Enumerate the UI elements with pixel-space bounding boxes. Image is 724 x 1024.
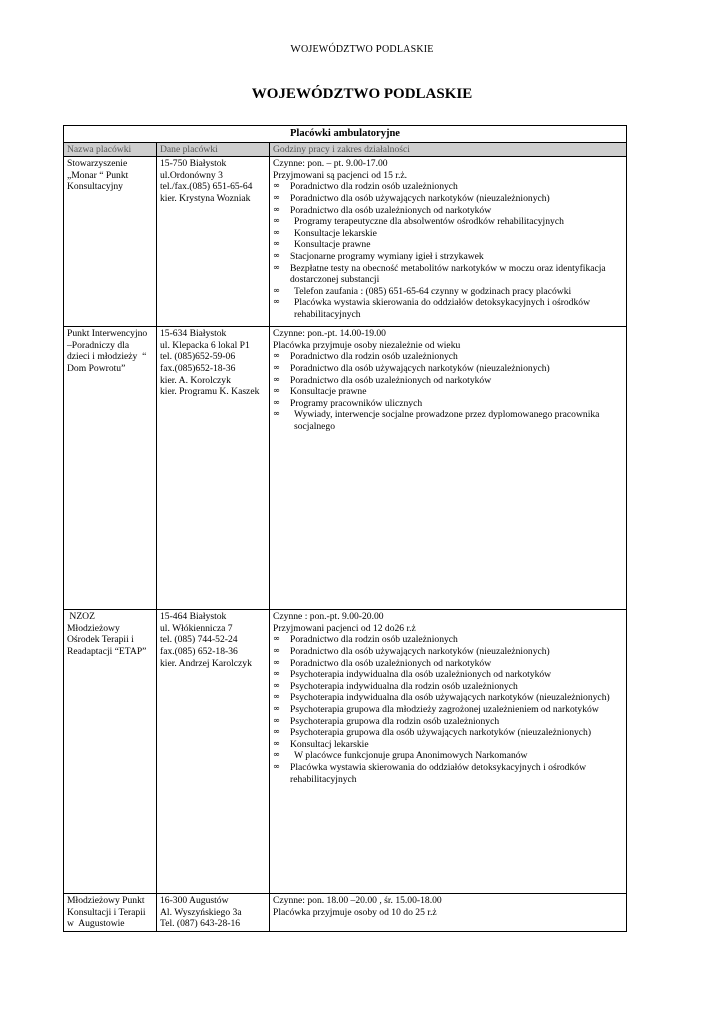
facility-details	[270, 894, 627, 932]
activity-text: Wywiady, interwencje socjalne prowadzone przez dyplomowanego pracownika socjalnego	[294, 409, 600, 432]
infinity-bullet-icon: ∞	[273, 680, 281, 691]
activity-text: Poradnictwo dla osób uzależnionych od narkotyków	[290, 657, 492, 669]
column-header-row	[64, 142, 627, 157]
activity-list-item	[273, 739, 623, 751]
activity-list-item	[273, 762, 623, 785]
facility-contact-line: ul. Włókiennicza 7	[160, 622, 233, 634]
facility-name-line: NZOZ	[67, 611, 95, 623]
facility-contact-line: kier. Andrzej Karolczyk	[160, 657, 252, 669]
infinity-bullet-icon: ∞	[273, 204, 281, 215]
section-title: Placówki ambulatoryjne	[64, 126, 627, 143]
facility-contact-line: 15-634 Białystok	[160, 328, 227, 340]
facility-hours-line: Czynne: pon. – pt. 9.00-17.00	[273, 158, 388, 170]
facility-name-line: Readaptacji “ETAP”	[67, 645, 147, 657]
facility-name	[64, 894, 157, 932]
activity-list-item	[273, 251, 623, 263]
activity-text: Poradnictwo dla osób używających narkotyków (nieuzależnionych)	[290, 192, 550, 204]
activity-text: Placówka wystawia skierowania do oddziałów detoksykacyjnych i ośrodków rehabilitacyjnych	[290, 761, 587, 785]
facility-name-line: Młodzieżowy	[67, 622, 120, 634]
activity-list-item	[273, 286, 623, 298]
infinity-bullet-icon: ∞	[273, 761, 281, 772]
facility-contact-line: fax.(085)652-18-36	[160, 362, 236, 374]
activity-list-item	[273, 750, 623, 762]
facility-hours-line: Czynne: pon.-pt. 14.00-19.00	[273, 328, 386, 340]
table-row	[64, 327, 627, 610]
column-header-contact: Dane placówki	[157, 142, 270, 157]
document-title: WOJEWÓDZTWO PODLASKIE	[251, 86, 473, 102]
activity-text: Poradnictwo dla osób używających narkotyków (nieuzależnionych)	[290, 362, 550, 374]
activity-list-item	[273, 228, 623, 240]
facility-contact-line: Al. Wyszyńskiego 3a	[160, 906, 242, 918]
activity-text: Psychoterapia grupowa dla osób używających narkotyków (nieuzależnionych)	[290, 727, 592, 739]
infinity-bullet-icon: ∞	[273, 409, 281, 420]
facility-name-line: w Augustowie	[67, 918, 125, 930]
activity-list-item	[273, 193, 623, 205]
facility-hours-line: Placówka przyjmuje osoby od 10 do 25 r.ż	[273, 906, 437, 918]
facility-name-line: –Poradniczy dla	[67, 339, 130, 351]
facility-contact	[157, 894, 270, 932]
column-header-name: Nazwa placówki	[64, 142, 157, 157]
activity-list-item	[273, 386, 623, 398]
activity-list-item	[273, 646, 623, 658]
facility-contact-line: 16-300 Augustów	[160, 895, 229, 907]
infinity-bullet-icon: ∞	[273, 397, 281, 408]
table-row	[64, 157, 627, 327]
facility-name-line: Konsultacyjny	[67, 181, 123, 193]
facility-contact-line: Tel. (087) 643-28-16	[160, 918, 241, 930]
activity-list-item	[273, 216, 623, 228]
facility-contact-line: kier. Krystyna Wozniak	[160, 192, 251, 204]
facility-contact-line: kier. A. Korolczyk	[160, 374, 231, 386]
activity-list-item	[273, 363, 623, 375]
activity-text: Psychoterapia indywidualna dla osób używających narkotyków (nieuzależnionych)	[290, 692, 610, 704]
infinity-bullet-icon: ∞	[273, 192, 281, 203]
activity-text: Psychoterapia grupowa dla młodzieży zagrożonej uzależnieniem od narkotyków	[290, 703, 599, 715]
activity-text: Konsultacje prawne	[294, 239, 371, 251]
infinity-bullet-icon: ∞	[273, 250, 281, 261]
facility-hours-line: Czynne: pon. 18.00 –20.00 , śr. 15.00-18.00	[273, 895, 442, 907]
infinity-bullet-icon: ∞	[273, 657, 281, 668]
activity-list-item	[273, 239, 623, 251]
facility-hours-line: Przyjmowani są pacjenci od 15 r.ż.	[273, 169, 408, 181]
facility-name	[64, 610, 157, 894]
activity-list-item	[273, 716, 623, 728]
facility-contact-line: tel. (085)652-59-06	[160, 351, 236, 363]
activity-text: Bezpłatne testy na obecność metabolitów narkotyków w moczu oraz identyfikacja dostarczonej substancji	[290, 262, 606, 286]
facility-name-line: „Monar “ Punkt	[67, 169, 129, 181]
infinity-bullet-icon: ∞	[273, 374, 281, 385]
activity-text: Poradnictwo dla osób uzależnionych od narkotyków	[290, 374, 492, 386]
activity-text: Poradnictwo dla osób uzależnionych od narkotyków	[290, 204, 492, 216]
activity-list-item	[273, 297, 623, 320]
infinity-bullet-icon: ∞	[273, 692, 281, 703]
table-row	[64, 894, 627, 932]
facility-contact-line: tel./fax.(085) 651-65-64	[160, 181, 253, 193]
activity-text: Telefon zaufania : (085) 651-65-64 czynny w godzinach pracy placówki	[294, 285, 572, 297]
activity-list-item	[273, 658, 623, 670]
table-row	[64, 610, 627, 894]
activity-list-item	[273, 409, 623, 432]
activity-list-item	[273, 634, 623, 646]
activity-list-item	[273, 692, 623, 704]
facility-contact-line: kier. Programu K. Kaszek	[160, 386, 260, 398]
facility-name-line: Konsultacji i Terapii	[67, 906, 146, 918]
facility-contact	[157, 327, 270, 610]
activity-list-item	[273, 351, 623, 363]
column-header-details: Godziny pracy i zakres działalności	[270, 142, 627, 157]
facility-details	[270, 327, 627, 610]
activity-list-item	[273, 681, 623, 693]
infinity-bullet-icon: ∞	[273, 362, 281, 373]
facility-details	[270, 610, 627, 894]
facility-name	[64, 327, 157, 610]
facility-hours-line: Czynne : pon.-pt. 9.00-20.00	[273, 611, 384, 623]
infinity-bullet-icon: ∞	[273, 727, 281, 738]
activity-text: Stacjonarne programy wymiany igieł i strzykawek	[290, 250, 484, 262]
infinity-bullet-icon: ∞	[273, 297, 281, 308]
infinity-bullet-icon: ∞	[273, 750, 281, 761]
facility-contact-line: ul.Ordonówny 3	[160, 169, 223, 181]
activity-text: Konsultacje prawne	[290, 386, 367, 398]
activity-text: Psychoterapia indywidualna dla rodzin osób uzależnionych	[290, 680, 518, 692]
infinity-bullet-icon: ∞	[273, 216, 281, 227]
activity-text: Psychoterapia indywidualna dla osób uzależnionych od narkotyków	[290, 669, 552, 681]
activity-text: Poradnictwo dla rodzin osób uzależnionych	[290, 351, 458, 363]
facility-name-line: Dom Powrotu”	[67, 362, 126, 374]
activity-list-item	[273, 704, 623, 716]
facility-contact-line: fax.(085) 652-18-36	[160, 645, 238, 657]
activity-text: Konsultacj lekarskie	[290, 738, 369, 750]
section-title-row	[64, 126, 627, 143]
activity-text: Psychoterapia grupowa dla rodzin osób uzależnionych	[290, 715, 500, 727]
infinity-bullet-icon: ∞	[273, 285, 281, 296]
infinity-bullet-icon: ∞	[273, 738, 281, 749]
facility-hours-line: Placówka przyjmuje osoby niezależnie od wieku	[273, 339, 461, 351]
infinity-bullet-icon: ∞	[273, 645, 281, 656]
activity-text: Programy pracowników ulicznych	[290, 397, 423, 409]
activity-list-item	[273, 669, 623, 681]
infinity-bullet-icon: ∞	[273, 351, 281, 362]
infinity-bullet-icon: ∞	[273, 669, 281, 680]
infinity-bullet-icon: ∞	[273, 634, 281, 645]
facility-name-line: Punkt Interwencyjno	[67, 328, 148, 340]
infinity-bullet-icon: ∞	[273, 386, 281, 397]
activity-text: Poradnictwo dla rodzin osób uzależnionych	[290, 634, 458, 646]
infinity-bullet-icon: ∞	[273, 262, 281, 273]
activity-text: Poradnictwo dla osób używających narkotyków (nieuzależnionych)	[290, 645, 550, 657]
facilities-table	[63, 125, 627, 932]
activity-text: Poradnictwo dla rodzin osób uzależnionych	[290, 181, 458, 193]
facility-name-line: dzieci i młodzieży “	[67, 351, 147, 363]
activity-list-item	[273, 375, 623, 387]
activity-text: Placówka wystawia skierowania do oddziałów detoksykacyjnych i ośrodków rehabilitacyjnych	[294, 297, 591, 320]
infinity-bullet-icon: ∞	[273, 239, 281, 250]
facility-name	[64, 157, 157, 327]
facility-contact	[157, 610, 270, 894]
infinity-bullet-icon: ∞	[273, 703, 281, 714]
activity-list-item	[273, 263, 623, 286]
activity-list-item	[273, 181, 623, 193]
infinity-bullet-icon: ∞	[273, 181, 281, 192]
facility-contact-line: 15-750 Białystok	[160, 158, 227, 170]
facility-contact-line: 15-464 Białystok	[160, 611, 227, 623]
activity-list-item	[273, 205, 623, 217]
infinity-bullet-icon: ∞	[273, 715, 281, 726]
activity-text: W placówce funkcjonuje grupa Anonimowych Narkomanów	[294, 750, 528, 762]
facility-details	[270, 157, 627, 327]
facility-name-line: Młodzieżowy Punkt	[67, 895, 145, 907]
facility-contact-line: tel. (085) 744-52-24	[160, 634, 238, 646]
running-header: WOJEWÓDZTWO PODLASKIE	[290, 43, 434, 55]
activity-list-item	[273, 398, 623, 410]
facility-contact	[157, 157, 270, 327]
activity-text: Konsultacje lekarskie	[294, 227, 377, 239]
infinity-bullet-icon: ∞	[273, 227, 281, 238]
activity-text: Programy terapeutyczne dla absolwentów ośrodków rehabilitacyjnych	[294, 216, 564, 228]
activity-list-item	[273, 727, 623, 739]
facility-contact-line: ul. Klepacka 6 lokal P1	[160, 339, 250, 351]
facility-hours-line: Przyjmowani pacjenci od 12 do26 r.ż	[273, 622, 416, 634]
facility-name-line: Stowarzyszenie	[67, 158, 128, 170]
facility-name-line: Ośrodek Terapii i	[67, 634, 134, 646]
